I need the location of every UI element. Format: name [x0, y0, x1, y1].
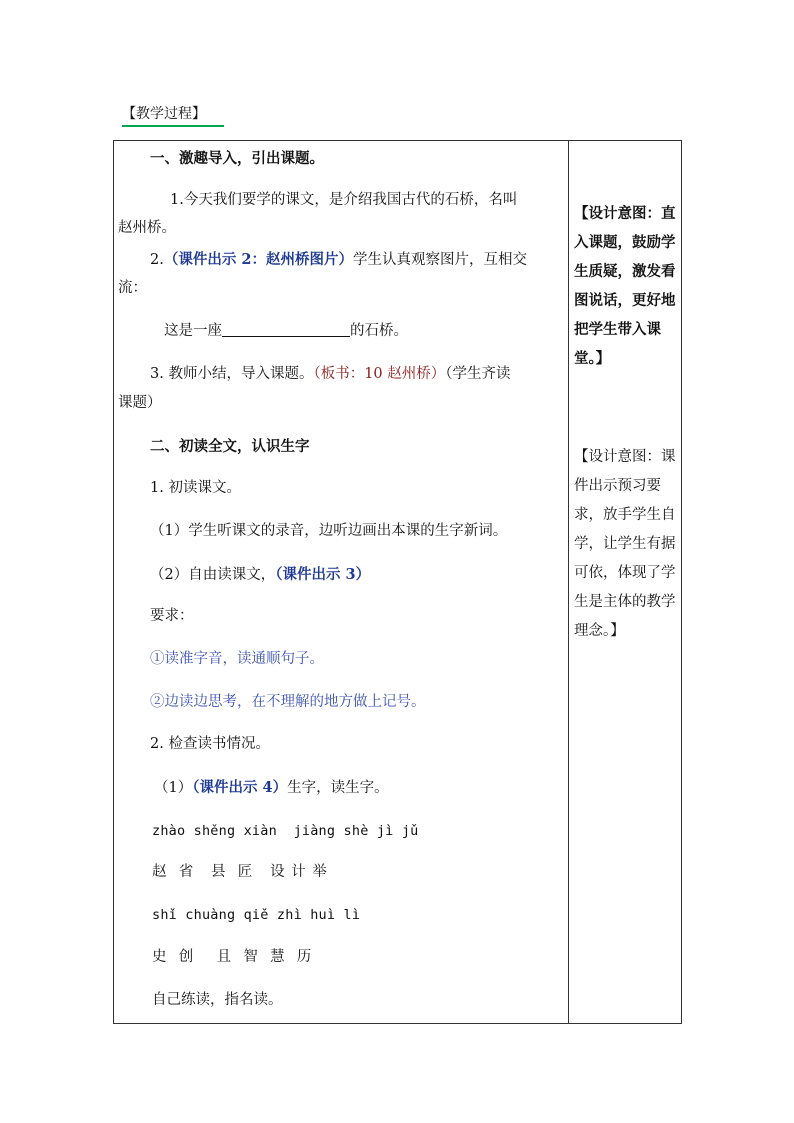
s1-para1-line1: 1.今天我们要学的课文，是介绍我国古代的石桥，名叫: [170, 192, 518, 208]
requirement-1: ①读准字音，读通顺句子。: [150, 651, 324, 667]
requirement-2: ②边读边思考，在不理解的地方做上记号。: [150, 694, 426, 710]
s2-item1-1: （1）学生听课文的录音，边听边画出本课的生字新词。: [150, 523, 508, 539]
practice-note: 自己练读，指名读。: [152, 992, 283, 1008]
pinyin-row-2: shǐ chuàng qiě zhì huì lì: [152, 907, 361, 923]
blank-prefix: 这是一座: [164, 323, 222, 339]
s1-para2-line2: 流：: [118, 280, 147, 296]
courseware-3-ref: （课件出示 3）: [275, 566, 371, 583]
pinyin-row-1: zhào shěng xiàn jiàng shè jì jǔ: [152, 823, 419, 839]
s1-para4-text: 3. 教师小结，导入课题。: [150, 366, 314, 382]
s1-para4-line1: [150, 360, 511, 389]
design-intent-note-1: 【设计意图：直入课题，鼓励学生质疑，激发看图说话，更好地把学生带入课堂。】: [574, 205, 676, 367]
s1-para4-line2: 课题）: [118, 395, 162, 411]
s2-item2-1-number: （1）: [154, 780, 193, 796]
s2-item2: 2. 检查读书情况。: [150, 736, 270, 752]
courseware-2-ref: （课件出示 2：赵州桥图片）: [163, 251, 353, 268]
characters-row-1: 赵 省 县 匠 设 计 举: [152, 864, 328, 880]
requirements-label: 要求：: [150, 608, 194, 624]
fill-blank-sentence: [164, 317, 408, 346]
s2-item1-2-text: （2）自由读课文，: [150, 567, 276, 583]
s1-para4-rest: （学生齐读: [445, 366, 511, 382]
s2-item1-2: [150, 560, 370, 590]
s2-item1: 1. 初读课文。: [150, 480, 241, 496]
section-heading: 【教学过程】: [122, 104, 224, 127]
s1-para2-line1: [150, 245, 527, 275]
characters-row-2: 史 创 且 智 慧 历: [152, 949, 313, 965]
s2-item2-1-text: 生字，读生字。: [287, 780, 389, 796]
s2-item2-1: [154, 773, 389, 803]
design-intent-note-2: 【设计意图：课件出示预习要求，放手学生自学，让学生有据可依，体现了学生是主体的教学理念。】: [574, 449, 676, 639]
section1-title: 一、激趣导入，引出课题。: [150, 150, 324, 167]
column-divider: [568, 141, 569, 1023]
blank-suffix: 的石桥。: [350, 323, 408, 339]
s1-para2-text: 学生认真观察图片，互相交: [352, 252, 527, 268]
section2-title: 二、初读全文，认识生字: [150, 438, 310, 455]
courseware-4-ref: （课件出示 4）: [192, 779, 288, 796]
s1-para1-line2: 赵州桥。: [118, 220, 176, 236]
blank-line: [222, 322, 350, 337]
lesson-table: [113, 140, 682, 1024]
board-note: （板书：10 赵州桥）: [313, 366, 446, 382]
s1-para2-number: 2.: [150, 252, 164, 268]
